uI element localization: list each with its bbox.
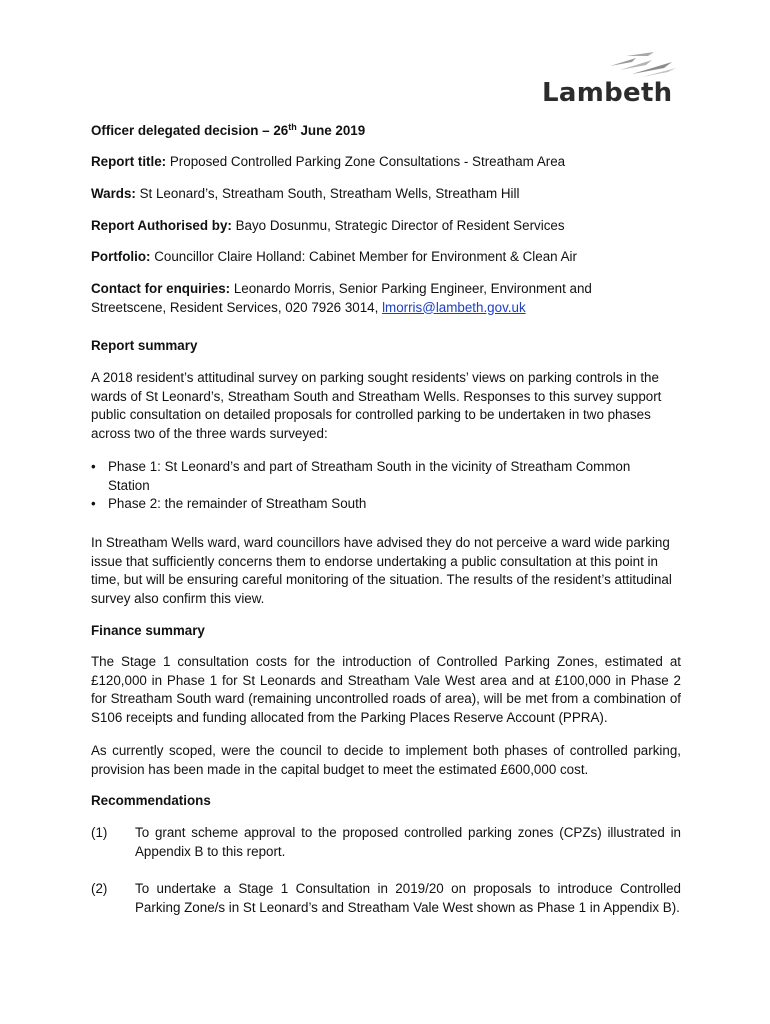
contact-email-link[interactable]: lmorris@lambeth.gov.uk	[382, 299, 526, 315]
decision-prefix: Officer delegated decision – 26	[91, 123, 289, 138]
recommendation-text: To grant scheme approval to the proposed controlled parking zones (CPZs) illustrated in Appendix B to this report.	[135, 825, 681, 859]
report-title-label: Report title:	[91, 154, 167, 169]
lambeth-logo-text: Lambeth	[542, 78, 673, 108]
authorised-line	[91, 217, 681, 236]
lambeth-swoosh-icon	[606, 52, 678, 78]
wards-label: Wards:	[91, 186, 136, 201]
wards-line	[91, 185, 681, 204]
lambeth-logo	[540, 52, 680, 108]
portfolio-line	[91, 248, 681, 267]
report-title-line	[91, 153, 681, 172]
contact-value: Leonardo Morris, Senior Parking Engineer, Environment and Streetscene, Resident Services, 020 7926 3014,	[91, 281, 592, 315]
finance-summary-para2: As currently scoped, were the council to decide to implement both phases of controlled parking, provision has been made in the capital budget to meet the estimated £600,000 cost.	[91, 743, 681, 777]
recommendation-number: (2)	[91, 881, 108, 896]
decision-heading	[91, 122, 681, 141]
bullet-icon: •	[91, 459, 96, 474]
report-summary-heading: Report summary	[91, 338, 198, 353]
wards-value: St Leonard’s, Streatham South, Streatham Wells, Streatham Hill	[135, 186, 520, 201]
decision-suffix: June 2019	[296, 123, 366, 138]
phase-1-text: Phase 1: St Leonard’s and part of Streatham South in the vicinity of Streatham Common Station	[108, 459, 631, 493]
portfolio-label: Portfolio:	[91, 249, 151, 264]
authorised-value: Bayo Dosunmu, Strategic Director of Resident Services	[231, 218, 565, 233]
recommendation-number: (1)	[91, 825, 108, 840]
phase-2-text: Phase 2: the remainder of Streatham South	[108, 496, 367, 511]
finance-summary-para1: The Stage 1 consultation costs for the introduction of Controlled Parking Zones, estimated at £120,000 in Phase 1 for St Leonards and Streatham Vale West area and at £100,000 in Phase 2 for Streatham South ward (remaining uncontrolled roads of area), will be met from a combination of S106 receipts and funding allocated from the Parking Places Reserve Account (PPRA).	[91, 654, 681, 725]
decision-sup: th	[288, 122, 297, 132]
report-title-value: Proposed Controlled Parking Zone Consultations - Streatham Area	[166, 154, 566, 169]
list-item	[91, 495, 681, 514]
report-summary-para2: In Streatham Wells ward, ward councillors have advised they do not perceive a ward wide parking issue that sufficiently concerns them to endorse undertaking a public consultation at this point in time, but will be ensuring careful monitoring of the situation. The results of the resident’s attitudinal survey also confirm this view.	[91, 535, 672, 606]
recommendation-text: To undertake a Stage 1 Consultation in 2019/20 on proposals to introduce Controlled Parking Zone/s in St Leonard’s and Streatham Vale West shown as Phase 1 in Appendix B).	[135, 881, 681, 915]
portfolio-value: Councillor Claire Holland: Cabinet Member for Environment & Clean Air	[150, 249, 577, 264]
finance-summary-heading: Finance summary	[91, 623, 205, 638]
report-summary-para1: A 2018 resident’s attitudinal survey on parking sought residents’ views on parking controls in the wards of St Leonard’s, Streatham South and Streatham Wells. Responses to this survey support public consultation on detailed proposals for controlled parking to be undertaken in two phases across two of the three wards surveyed:	[91, 370, 662, 441]
bullet-icon: •	[91, 496, 96, 511]
contact-label: Contact for enquiries:	[91, 281, 231, 296]
authorised-label: Report Authorised by:	[91, 218, 232, 233]
list-item	[91, 458, 668, 495]
phase-list	[91, 458, 681, 514]
contact-line	[91, 280, 621, 317]
recommendations-heading: Recommendations	[91, 793, 211, 808]
